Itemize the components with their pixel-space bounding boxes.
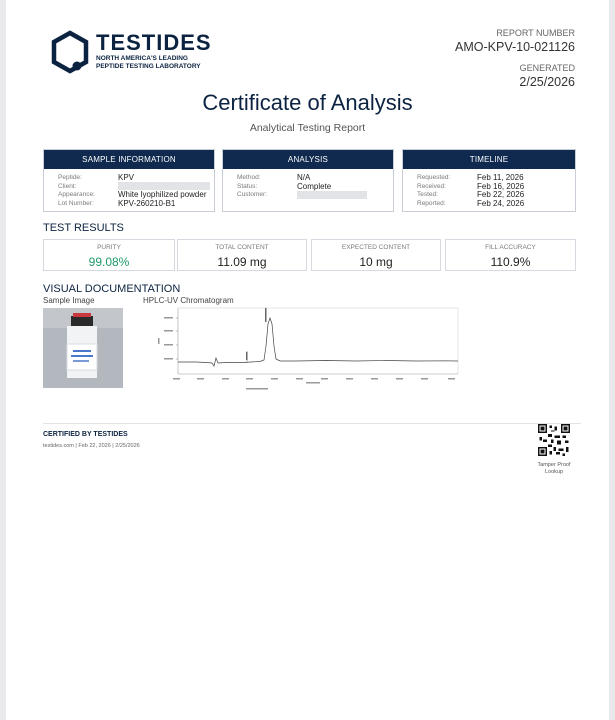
qr-caption-line-1: Tamper Proof — [537, 462, 571, 468]
info-value: Feb 24, 2026 — [477, 198, 525, 208]
info-label: Reported: — [417, 199, 446, 207]
total-content-value: 11.09 mg — [217, 255, 267, 269]
info-value: Feb 22, 2026 — [477, 190, 525, 200]
info-row — [58, 190, 214, 199]
info-row — [58, 173, 214, 182]
info-value: Complete — [297, 181, 332, 191]
test-results-heading: TEST RESULTS — [43, 222, 124, 234]
certified-by: CERTIFIED BY TESTIDES — [43, 431, 128, 438]
info-value: KPV-260210-B1 — [118, 198, 176, 208]
purity-card — [43, 239, 175, 271]
fill-accuracy-value: 110.9% — [490, 255, 531, 269]
hexagon-logo-icon — [50, 30, 90, 74]
info-label: Method: — [237, 173, 261, 181]
info-label: Requested: — [417, 173, 451, 181]
info-row — [417, 173, 575, 182]
total-content-card — [177, 239, 307, 271]
info-value: N/A — [297, 172, 311, 182]
info-row — [417, 190, 575, 199]
analysis-panel — [222, 149, 394, 212]
expected-content-card — [311, 239, 441, 271]
analysis-heading: ANALYSIS — [223, 150, 393, 169]
fill-accuracy-label: FILL ACCURACY — [485, 244, 536, 251]
qr-caption-line-2: Lookup — [544, 469, 564, 475]
info-row — [237, 190, 393, 199]
info-row — [237, 173, 393, 182]
qr-code-icon[interactable] — [538, 424, 570, 456]
info-row — [237, 182, 393, 191]
info-value: White lyophilized powder — [118, 190, 207, 200]
info-label: Lot Number: — [58, 199, 94, 207]
expected-content-label: EXPECTED CONTENT — [341, 244, 411, 251]
info-label: Tested: — [417, 191, 438, 199]
info-value: KPV — [118, 172, 135, 182]
redacted-client — [118, 182, 210, 190]
generated-label: GENERATED — [519, 63, 575, 73]
purity-value: 99.08% — [88, 255, 130, 269]
info-row — [58, 182, 214, 191]
expected-content-value: 10 mg — [359, 255, 393, 269]
report-number: AMO-KPV-10-021126 — [455, 40, 575, 54]
tagline-line-2: PEPTIDE TESTING LABORATORY — [96, 63, 201, 70]
tagline-line-1: NORTH AMERICA'S LEADING — [96, 55, 188, 62]
info-label: Appearance: — [58, 191, 95, 199]
timeline-heading: TIMELINE — [403, 150, 575, 169]
brand-name: TESTIDES — [96, 30, 212, 55]
page-subtitle: Analytical Testing Report — [249, 122, 366, 134]
info-label: Status: — [237, 182, 258, 190]
info-value: Feb 16, 2026 — [477, 181, 525, 191]
sample-vial-photo — [43, 308, 123, 388]
info-row — [58, 199, 214, 208]
generated-date: 2/25/2026 — [519, 75, 575, 89]
qr-caption — [528, 462, 580, 476]
info-label: Customer: — [237, 191, 267, 199]
fill-accuracy-card — [445, 239, 576, 271]
footer-subtext: testides.com | Feb 22, 2026 | 2/25/2026 — [43, 443, 140, 449]
sample-image-label: Sample Image — [43, 296, 95, 305]
info-row — [417, 199, 575, 208]
info-label: Received: — [417, 182, 446, 190]
hplc-chromatogram — [156, 306, 460, 392]
info-label: Client: — [58, 182, 77, 190]
sample-information-panel — [43, 149, 215, 212]
redacted-customer — [297, 191, 367, 199]
chromatogram-label: HPLC-UV Chromatogram — [143, 296, 234, 305]
report-number-label: REPORT NUMBER — [496, 28, 575, 38]
sample-information-heading: SAMPLE INFORMATION — [44, 150, 214, 169]
certificate-page — [6, 0, 609, 720]
total-content-label: TOTAL CONTENT — [215, 244, 269, 251]
purity-label: PURITY — [97, 244, 121, 251]
brand-tagline — [96, 55, 201, 71]
info-row — [417, 182, 575, 191]
info-label: Peptide: — [58, 173, 82, 181]
info-value: Feb 11, 2026 — [477, 172, 524, 182]
timeline-panel — [402, 149, 576, 212]
footer-divider — [43, 423, 581, 424]
page-title: Certificate of Analysis — [202, 90, 413, 115]
visual-documentation-heading: VISUAL DOCUMENTATION — [43, 283, 181, 295]
